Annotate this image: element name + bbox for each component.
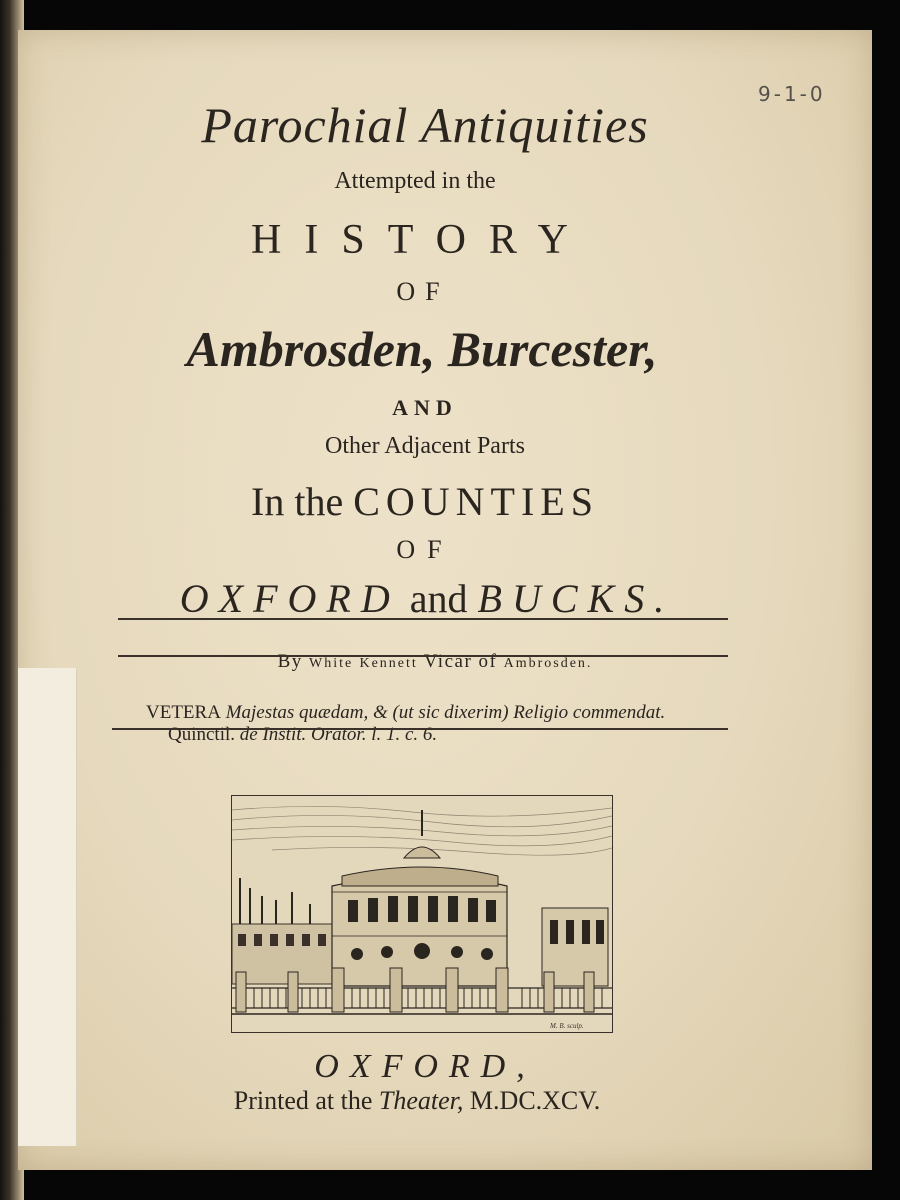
imprint-city: OXFORD, <box>314 1048 536 1085</box>
motto-citation: de Instit. Orator. l. 1. c. 6. <box>235 724 438 745</box>
title-line-parochial: Parochial Antiquities <box>201 97 649 153</box>
title-line-counties-names <box>0 575 854 622</box>
title-line-and: AND <box>392 395 458 420</box>
imprint-date: M.DC.XCV. <box>463 1086 601 1115</box>
author-prefix: By <box>277 651 303 672</box>
motto-source: Quinctil. <box>168 724 236 745</box>
title-line-attempted: Attempted in the <box>334 168 496 194</box>
title-line-history: HISTORY <box>251 217 591 263</box>
title-line-other-parts: Other Adjacent Parts <box>325 433 525 459</box>
title-line-of: OF <box>396 277 450 306</box>
motto-line-1 <box>146 702 665 724</box>
title-line-places: Ambrosden, Burcester, <box>186 321 658 377</box>
motto-vetera: VETERA <box>146 702 221 723</box>
county-oxford: OXFORD <box>179 576 400 621</box>
county-and: and <box>399 576 478 621</box>
motto-text: Majestas quædam, & (ut sic dixerim) Religio commendat. <box>220 702 666 723</box>
counties-word: COUNTIES <box>353 479 599 524</box>
author-last-name: Kennett <box>359 656 418 671</box>
title-line-counties <box>0 478 852 525</box>
county-bucks: BUCKS. <box>477 576 675 621</box>
title-page <box>18 30 872 1170</box>
rule-top <box>118 618 728 620</box>
imprint-printed: Printed at the <box>233 1086 379 1115</box>
author-place: Ambrosden. <box>503 656 593 671</box>
imprint-theater: Theater, <box>378 1086 464 1115</box>
engraving-illustration <box>232 796 612 1032</box>
pencil-shelfmark: 9-1-0 <box>758 82 826 106</box>
counties-prefix: In the <box>251 479 354 524</box>
author-role: Vicar of <box>423 651 498 672</box>
engraver-signature: M. B. sculp. <box>550 1022 584 1030</box>
library-tab-slip <box>18 668 77 1146</box>
rule-bottom <box>112 728 728 730</box>
imprint-line <box>0 1086 844 1116</box>
author-first-name: White <box>309 656 354 671</box>
title-line-of-2: OF <box>396 535 454 564</box>
sheldonian-theatre-engraving <box>231 795 613 1033</box>
rule-middle <box>118 655 728 657</box>
motto <box>146 702 665 746</box>
